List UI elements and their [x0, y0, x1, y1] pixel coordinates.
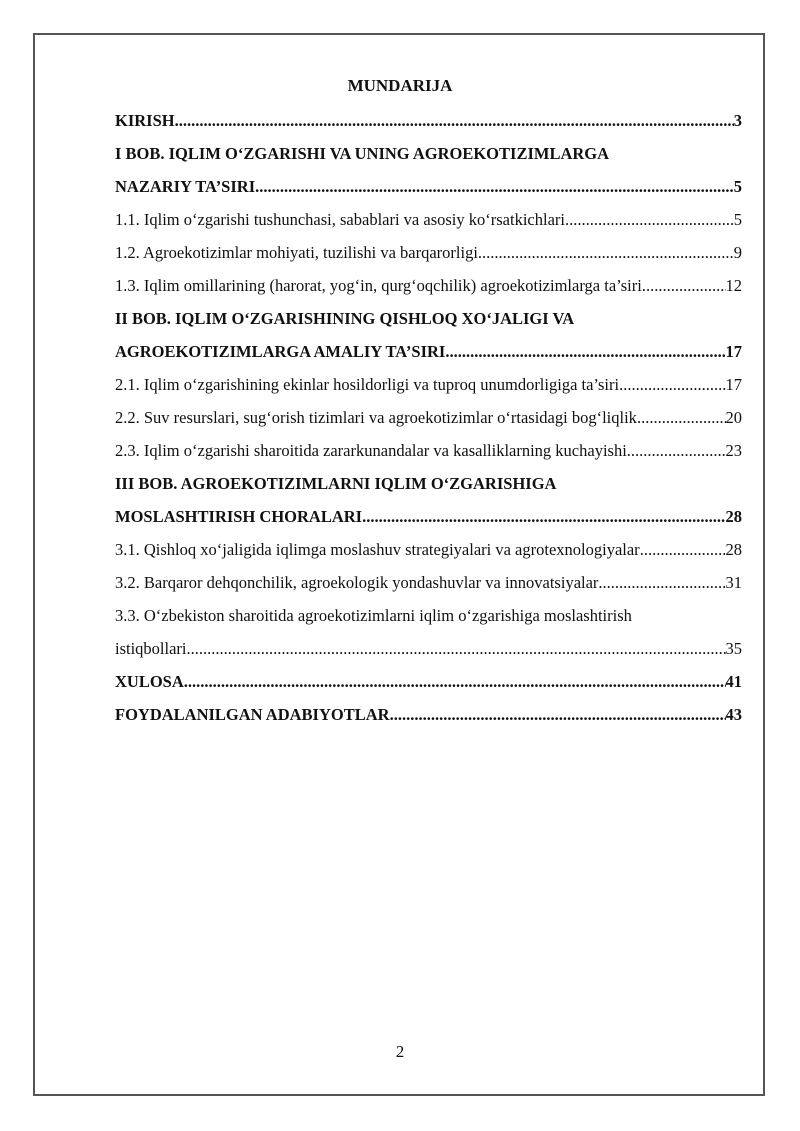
toc-page-number: 20: [725, 408, 742, 427]
dot-leader: [627, 434, 726, 467]
toc-entry-heading: [115, 599, 742, 632]
toc-page-number: 12: [725, 276, 742, 295]
dot-leader: [255, 170, 734, 203]
toc-entry[interactable]: [115, 236, 742, 269]
toc-entry-title: istiqbollari: [115, 639, 187, 658]
dot-leader: [184, 665, 726, 698]
dot-leader: [619, 368, 725, 401]
toc-entry[interactable]: [115, 368, 742, 401]
toc-entry-title: 1.3. Iqlim omillarining (harorat, yog‘in, qurg‘oqchilik) agroekotizimlarga ta’siri: [115, 276, 642, 295]
toc-page-number: 43: [725, 705, 742, 724]
dot-leader: [478, 236, 734, 269]
toc-entry[interactable]: [115, 269, 742, 302]
toc-entry-title: III BOB. AGROEKOTIZIMLARNI IQLIM O‘ZGARISHIGA: [115, 474, 557, 493]
toc-entry-title: 1.2. Agroekotizimlar mohiyati, tuzilishi va barqarorligi: [115, 243, 478, 262]
toc-entry-title: NAZARIY TA’SIRI: [115, 177, 256, 196]
toc-page-number: 17: [725, 375, 742, 394]
toc-page-number: 28: [725, 540, 742, 559]
toc-page-number: 31: [725, 573, 742, 592]
toc-entry-title: FOYDALANILGAN ADABIYOTLAR: [115, 705, 390, 724]
toc-entry[interactable]: [115, 500, 742, 533]
toc-entry[interactable]: [115, 434, 742, 467]
dot-leader: [637, 401, 726, 434]
toc-entry[interactable]: [115, 632, 742, 665]
dot-leader: [362, 500, 725, 533]
toc-entry[interactable]: [115, 401, 742, 434]
dot-leader: [565, 203, 734, 236]
toc-page-number: 41: [725, 672, 742, 691]
toc-entry-title: XULOSA: [115, 672, 184, 691]
toc-entry-title: 2.3. Iqlim o‘zgarishi sharoitida zararkunandalar va kasalliklarning kuchayishi: [115, 441, 627, 460]
toc-entry-title: 3.1. Qishloq xo‘jaligida iqlimga moslashuv strategiyalari va agrotexnologiyalar: [115, 540, 640, 559]
dot-leader: [642, 269, 726, 302]
dot-leader: [175, 104, 734, 137]
toc-entry-title: 2.2. Suv resurslari, sug‘orish tizimlari va agroekotizimlar o‘rtasidagi bog‘liqlik: [115, 408, 637, 427]
toc-entry-title: 1.1. Iqlim o‘zgarishi tushunchasi, sabablari va asosiy ko‘rsatkichlari: [115, 210, 565, 229]
toc-page-number: 9: [733, 243, 742, 262]
dot-leader: [598, 566, 725, 599]
toc-entry-heading: [115, 467, 742, 500]
toc-entry-title: AGROEKOTIZIMLARGA AMALIY TA’SIRI: [115, 342, 446, 361]
toc-entry-title: 3.3. O‘zbekiston sharoitida agroekotizimlarni iqlim o‘zgarishiga moslashtirish: [115, 606, 632, 625]
toc-entry[interactable]: [115, 533, 742, 566]
toc-entry-heading: [115, 137, 742, 170]
toc-entry[interactable]: [115, 335, 742, 368]
toc-entry-title: 3.2. Barqaror dehqonchilik, agroekologik yondashuvlar va innovatsiyalar: [115, 573, 599, 592]
dot-leader: [445, 335, 725, 368]
table-of-contents: [115, 104, 742, 731]
toc-page-number: 35: [725, 639, 742, 658]
toc-entry[interactable]: [115, 566, 742, 599]
toc-page-number: 28: [725, 507, 742, 526]
toc-entry[interactable]: [115, 665, 742, 698]
toc-entry-title: KIRISH: [115, 111, 175, 130]
toc-entry[interactable]: [115, 104, 742, 137]
toc-page-number: 3: [733, 111, 742, 130]
toc-entry-heading: [115, 302, 742, 335]
toc-page-number: 5: [733, 177, 742, 196]
toc-entry-title: I BOB. IQLIM O‘ZGARISHI VA UNING AGROEKOTIZIMLARGA: [115, 144, 610, 163]
dot-leader: [187, 632, 726, 665]
toc-entry-title: 2.1. Iqlim o‘zgarishining ekinlar hosildorligi va tuproq unumdorligiga ta’siri: [115, 375, 620, 394]
toc-entry-title: MOSLASHTIRISH CHORALARI: [115, 507, 363, 526]
toc-entry[interactable]: [115, 698, 742, 731]
page-number: 2: [395, 1042, 405, 1061]
toc-title: MUNDARIJA: [347, 76, 453, 95]
toc-entry-title: II BOB. IQLIM O‘ZGARISHINING QISHLOQ XO‘JALIGI VA: [115, 309, 575, 328]
toc-page-number: 5: [733, 210, 742, 229]
toc-page-number: 17: [725, 342, 742, 361]
toc-page-number: 23: [725, 441, 742, 460]
dot-leader: [640, 533, 726, 566]
toc-entry[interactable]: [115, 203, 742, 236]
toc-entry[interactable]: [115, 170, 742, 203]
dot-leader: [390, 698, 726, 731]
